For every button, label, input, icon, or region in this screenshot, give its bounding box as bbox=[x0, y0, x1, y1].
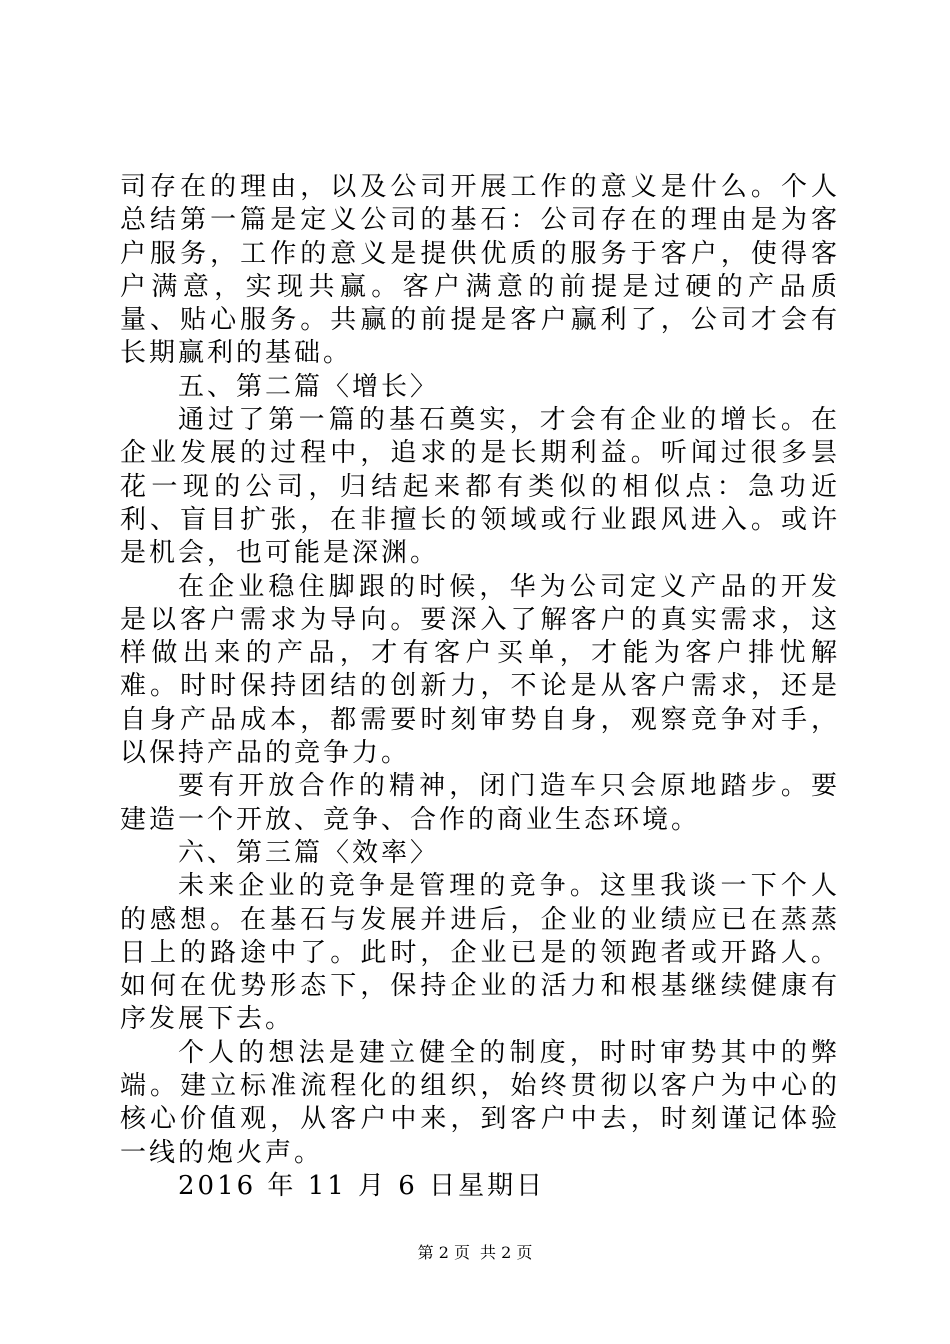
paragraph-openness: 要有开放合作的精神，闭门造车只会原地踏步。要建造一个开放、竞争、合作的商业生态环境。 bbox=[120, 771, 840, 835]
page-number: 第 2 页 bbox=[417, 1243, 470, 1262]
document-date: 2016 年 11 月 6 日星期日 bbox=[178, 1170, 546, 1201]
section-heading-growth: 五、第二篇〈增长〉 bbox=[178, 371, 440, 402]
page-total: 共 2 页 bbox=[480, 1243, 533, 1262]
paragraph-personal-view: 个人的想法是建立健全的制度，时时审势其中的弊端。建立标准流程化的组织，始终贯彻以客户为中心的核心价值观，从客户中来，到客户中去，时刻谨记体验一线的炮火声。 bbox=[120, 1037, 840, 1168]
paragraph-company-purpose: 司存在的理由，以及公司开展工作的意义是什么。个人总结第一篇是定义公司的基石：公司存在的理由是为客户服务，工作的意义是提供优质的服务于客户，使得客户满意，实现共赢。客户满意的前提是过硬的产品质量、贴心服务。共赢的前提是客户赢利了，公司才会有长期赢利的基础。 bbox=[120, 172, 840, 369]
document-body bbox=[120, 171, 840, 1203]
page-footer bbox=[0, 1243, 950, 1263]
paragraph-growth: 通过了第一篇的基石奠实，才会有企业的增长。在企业发展的过程中，追求的是长期利益。听闻过很多昙花一现的公司，归结起来都有类似的相似点：急功近利、盲目扩张，在非擅长的领域或行业跟风进入。或许是机会，也可能是深渊。 bbox=[120, 405, 840, 569]
paragraph-customer-needs: 在企业稳住脚跟的时候，华为公司定义产品的开发是以客户需求为导向。要深入了解客户的真实需求，这样做出来的产品，才有客户买单，才能为客户排忧解难。时时保持团结的创新力，不论是从客户需求，还是自身产品成本，都需要时刻审势自身，观察竞争对手，以保持产品的竞争力。 bbox=[120, 571, 840, 769]
section-heading-efficiency: 六、第三篇〈效率〉 bbox=[178, 837, 440, 868]
paragraph-management: 未来企业的竞争是管理的竞争。这里我谈一下个人的感想。在基石与发展并进后，企业的业绩应已在蒸蒸日上的路途中了。此时，企业已是的领跑者或开路人。如何在优势形态下，保持企业的活力和根基继续健康有序发展下去。 bbox=[120, 871, 840, 1035]
